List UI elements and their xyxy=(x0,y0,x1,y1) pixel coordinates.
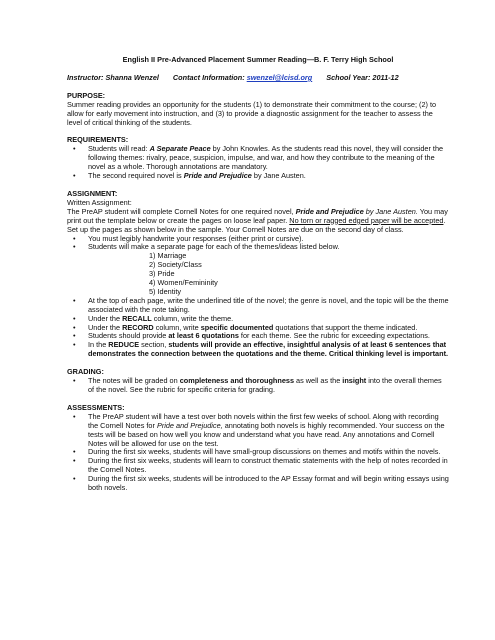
item-emphasis: completeness and thoroughness xyxy=(179,376,295,386)
theme-item: 2) Society/Class xyxy=(149,260,202,270)
assignment-item: • You must legibly handwrite your responses (either print or cursive). xyxy=(67,235,449,244)
email-link[interactable]: swenzel@lcisd.org xyxy=(246,72,313,82)
grading-heading: GRADING: xyxy=(67,367,104,377)
item-text: Under the xyxy=(88,313,123,323)
purpose-heading: PURPOSE: xyxy=(67,90,106,100)
assignment-subheading: Written Assignment: xyxy=(67,197,132,207)
assignment-heading: ASSIGNMENT: xyxy=(67,188,118,198)
requirements-section xyxy=(67,136,449,181)
instructor-name: Instructor: Shanna Wenzel xyxy=(67,72,159,82)
item-text: annotating both novels is highly recommended. Your success on the tests will be based on how well you know and understand what you have read. Any annotations and Cornell Notes will be allowed for use on the test. xyxy=(88,420,445,448)
paragraph-text: . Set up the pages as shown below in the sample. Your Cornell Notes are due on the second day of class. xyxy=(67,215,446,234)
requirements-list xyxy=(67,145,449,181)
item-emphasis: at least 6 quotations xyxy=(168,331,239,341)
assessment-item: • During the first six weeks, students will have small-group discussions on themes and motifs within the novels. xyxy=(67,448,449,457)
item-emphasis: RECALL xyxy=(122,313,152,323)
grading-list xyxy=(67,377,449,395)
grading-item xyxy=(67,377,449,395)
document-title: English II Pre-Advanced Placement Summer Reading—B. F. Terry High School xyxy=(122,55,394,64)
item-text: Students should provide xyxy=(88,331,169,341)
assignment-item-text: Students will make a separate page for each of the themes/ideas listed below. xyxy=(88,242,340,252)
assignment-section xyxy=(67,190,449,359)
underlined-warning: No torn or ragged edged paper will be accepted xyxy=(289,215,444,225)
item-text: for each theme. See the rubric for exceeding expectations. xyxy=(238,331,430,341)
assessment-item xyxy=(67,413,449,449)
item-text: In the xyxy=(88,340,109,350)
item-emphasis: RECORD xyxy=(122,322,154,332)
item-text: as well as the xyxy=(294,376,343,386)
assessment-item: • During the first six weeks, students will learn to construct thematic statements with the help of notes recorded in the Cornell Notes. xyxy=(67,457,449,475)
book-title: A Separate Peace xyxy=(149,144,211,154)
requirement-text: The second required novel is xyxy=(88,171,184,181)
requirement-text: Students will read: xyxy=(88,144,150,154)
item-text: into the overall themes of the novel. See the rubric for specific criteria for grading. xyxy=(88,376,442,394)
item-emphasis: specific documented xyxy=(200,322,274,332)
instructor-info-line xyxy=(67,74,449,83)
themes-list xyxy=(88,252,449,297)
item-text: The PreAP student will have a test over both novels within the first few weeks of school. Along with recording the Cornell Notes for xyxy=(88,411,439,430)
theme-item: 5) Identity xyxy=(149,286,182,296)
purpose-text: Summer reading provides an opportunity for the students (1) to demonstrate their commitment to the course; (2) to allow for early movement into instruction, and (3) to provide a diagnostic assignment for the teacher to assess the level of critical thinking of the students. xyxy=(67,99,437,127)
item-text: column, write xyxy=(153,322,201,332)
book-title: Pride and Prejudice xyxy=(183,171,252,181)
requirement-item xyxy=(67,172,449,181)
assessments-section xyxy=(67,404,449,493)
theme-item: 1) Marriage xyxy=(149,251,187,261)
assignment-paragraph xyxy=(67,208,449,235)
theme-item: 4) Women/Femininity xyxy=(149,278,218,288)
item-text: The notes will be graded on xyxy=(88,376,180,386)
assignment-item xyxy=(67,243,449,296)
assignment-item: • At the top of each page, write the underlined title of the novel; the genre is novel, and the topic will be the theme associated with the note taking. xyxy=(67,297,449,315)
requirements-heading: REQUIREMENTS: xyxy=(67,135,129,145)
item-text: quotations that support the theme indicated. xyxy=(273,322,418,332)
item-text: section, xyxy=(139,340,169,350)
paragraph-text: The PreAP student will complete Cornell Notes for one required novel, xyxy=(67,206,296,216)
purpose-section xyxy=(67,92,449,128)
theme-item: 3) Pride xyxy=(149,269,175,279)
requirement-text: by Jane Austen. xyxy=(251,171,306,181)
grading-section xyxy=(67,368,449,395)
assignment-item xyxy=(67,341,449,359)
requirement-item xyxy=(67,145,449,172)
paragraph-text: You may print out the template below or create the pages on loose leaf paper. xyxy=(67,206,448,225)
item-emphasis: REDUCE xyxy=(108,340,140,350)
contact-label: Contact Information: xyxy=(172,72,247,82)
assessments-list xyxy=(67,413,449,493)
item-emphasis: insight xyxy=(342,376,367,386)
requirement-text: by John Knowles. As the students read this novel, they will consider the following themes: rivalry, peace, suspicion, impulse, and war, and how they contribute to the meaning of the novel as a whole. Thorough annotations are mandatory. xyxy=(88,144,444,172)
school-year: School Year: 2011-12 xyxy=(326,72,399,82)
book-title: Pride and Prejudice xyxy=(295,206,364,216)
book-title: Pride and Prejudice, xyxy=(156,420,223,430)
item-text: Under the xyxy=(88,322,123,332)
item-emphasis: students will provide an effective, insightful analysis of at least 6 sentences that demonstrates the connection between the quotations and the theme. Critical thinking level is important. xyxy=(88,340,449,359)
item-text: column, write the theme. xyxy=(151,313,234,323)
assignment-list xyxy=(67,235,449,360)
author-name: by Jane Austen. xyxy=(363,206,418,216)
assessment-item: • During the first six weeks, students will be introduced to the AP Essay format and will begin writing essays using both novels. xyxy=(67,475,449,493)
assessments-heading: ASSESSMENTS: xyxy=(67,402,125,412)
